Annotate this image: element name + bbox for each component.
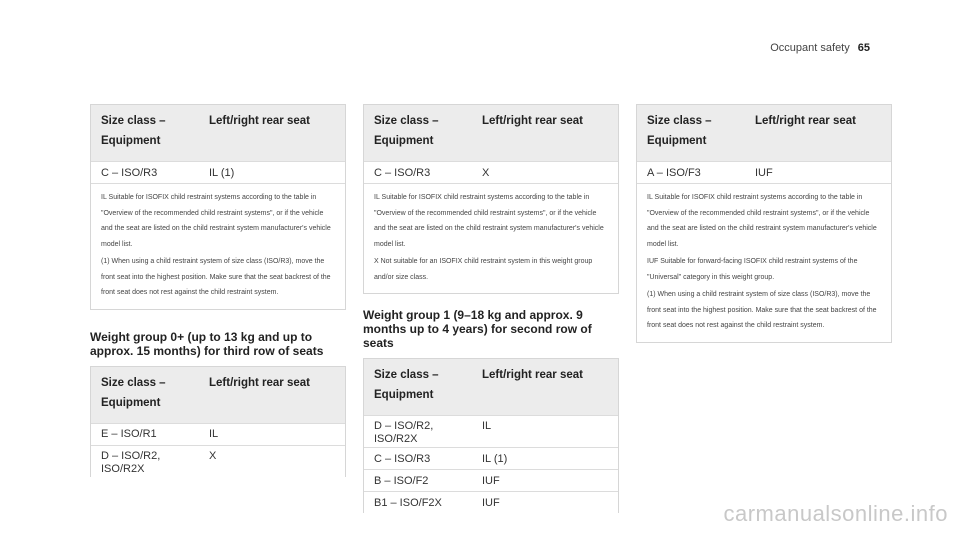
isofix-table-group0	[90, 366, 346, 477]
table-row	[91, 423, 345, 445]
isofix-table-f3	[636, 104, 892, 343]
cell-size-class: D – ISO/R2, ISO/R2X	[374, 420, 434, 445]
isofix-table-r3	[90, 104, 346, 310]
table-row	[91, 161, 345, 183]
table-header	[364, 359, 618, 415]
cell-size-class: C – ISO/R3	[374, 166, 431, 179]
cell-size-class: D – ISO/R2, ISO/R2X	[101, 449, 161, 475]
note-il: IL Suitable for ISOFIX child restraint systems according to the table in "Overview of the recommended child restraint systems", or if the vehicle and the seat are listed on the child restraint system manufacturer's vehicle model list.	[374, 194, 604, 248]
watermark: carmanualsonline.info	[723, 501, 948, 526]
cell-size-class: E – ISO/R1	[101, 428, 157, 440]
note-il: IL Suitable for ISOFIX child restraint systems according to the table in "Overview of the recommended child restraint systems", or if the vehicle and the seat are listed on the child restraint system manufacturer's vehicle model list.	[647, 194, 877, 248]
column-left	[90, 104, 344, 477]
header-seat: Left/right rear seat	[482, 369, 583, 381]
cell-size-class: C – ISO/R3	[374, 452, 431, 465]
table-notes	[91, 183, 345, 309]
note-1: (1) When using a child restraint system of size class (ISO/R3), move the front seat into the highest position. Make sure that the seat backrest of the front seat does not rest against the child restraint system.	[101, 258, 331, 296]
isofix-table-group1	[363, 358, 619, 513]
header-size-class: Size class – Equipment	[101, 376, 166, 409]
header-seat: Left/right rear seat	[755, 115, 856, 127]
isofix-table-r3-x	[363, 104, 619, 294]
header-seat: Left/right rear seat	[209, 376, 310, 389]
cell-seat: X	[482, 166, 490, 179]
column-right	[636, 104, 890, 343]
header-size-class: Size class – Equipment	[374, 369, 439, 401]
section-title: Weight group 0+ (up to 13 kg and up to approx. 15 months) for third row of seats	[90, 329, 324, 358]
page-header	[770, 42, 870, 54]
table-header	[637, 105, 891, 161]
section-title: Weight group 1 (9–18 kg and approx. 9 months up to 4 years) for second row of seats	[363, 308, 592, 350]
cell-size-class: C – ISO/R3	[101, 166, 158, 179]
table-header	[364, 105, 618, 161]
cell-seat: IUF	[482, 474, 500, 487]
cell-size-class: B – ISO/F2	[374, 474, 429, 487]
cell-seat: IUF	[482, 496, 500, 509]
note-1: (1) When using a child restraint system of size class (ISO/R3), move the front seat into the highest position. Make sure that the seat backrest of the front seat does not rest against the child restraint system.	[647, 291, 877, 329]
table-row	[364, 447, 618, 469]
cell-size-class: A – ISO/F3	[647, 166, 701, 179]
table-notes	[364, 183, 618, 293]
table-header	[91, 367, 345, 423]
note-il: IL Suitable for ISOFIX child restraint systems according to the table in "Overview of the recommended child restraint systems", or if the vehicle and the seat are listed on the child restraint system manufacturer's vehicle model list.	[101, 194, 331, 248]
cell-seat: X	[209, 449, 217, 462]
cell-seat: IL (1)	[209, 166, 235, 179]
table-row	[364, 161, 618, 183]
header-size-class: Size class – Equipment	[101, 115, 166, 147]
header-size-class: Size class – Equipment	[374, 115, 439, 147]
note-iuf: IUF Suitable for forward-facing ISOFIX child restraint systems of the "Universal" category in this weight group.	[647, 258, 858, 281]
cell-size-class: B1 – ISO/F2X	[374, 496, 442, 509]
table-row	[637, 161, 891, 183]
table-notes	[637, 183, 891, 342]
table-row	[91, 445, 345, 477]
section-name: Occupant safety	[770, 42, 850, 54]
cell-seat: IL	[209, 428, 219, 440]
header-seat: Left/right rear seat	[482, 115, 583, 127]
page-number: 65	[857, 42, 870, 54]
table-row	[364, 415, 618, 447]
header-size-class: Size class – Equipment	[647, 115, 712, 147]
table-row	[364, 469, 618, 491]
table-header	[91, 105, 345, 161]
header-seat: Left/right rear seat	[209, 115, 310, 127]
cell-seat: IL	[482, 420, 492, 432]
column-middle	[363, 104, 617, 513]
note-x: X Not suitable for an ISOFIX child restraint system in this weight group and/or size class.	[374, 258, 593, 281]
cell-seat: IUF	[755, 166, 773, 179]
table-row	[364, 491, 618, 513]
cell-seat: IL (1)	[482, 452, 508, 465]
